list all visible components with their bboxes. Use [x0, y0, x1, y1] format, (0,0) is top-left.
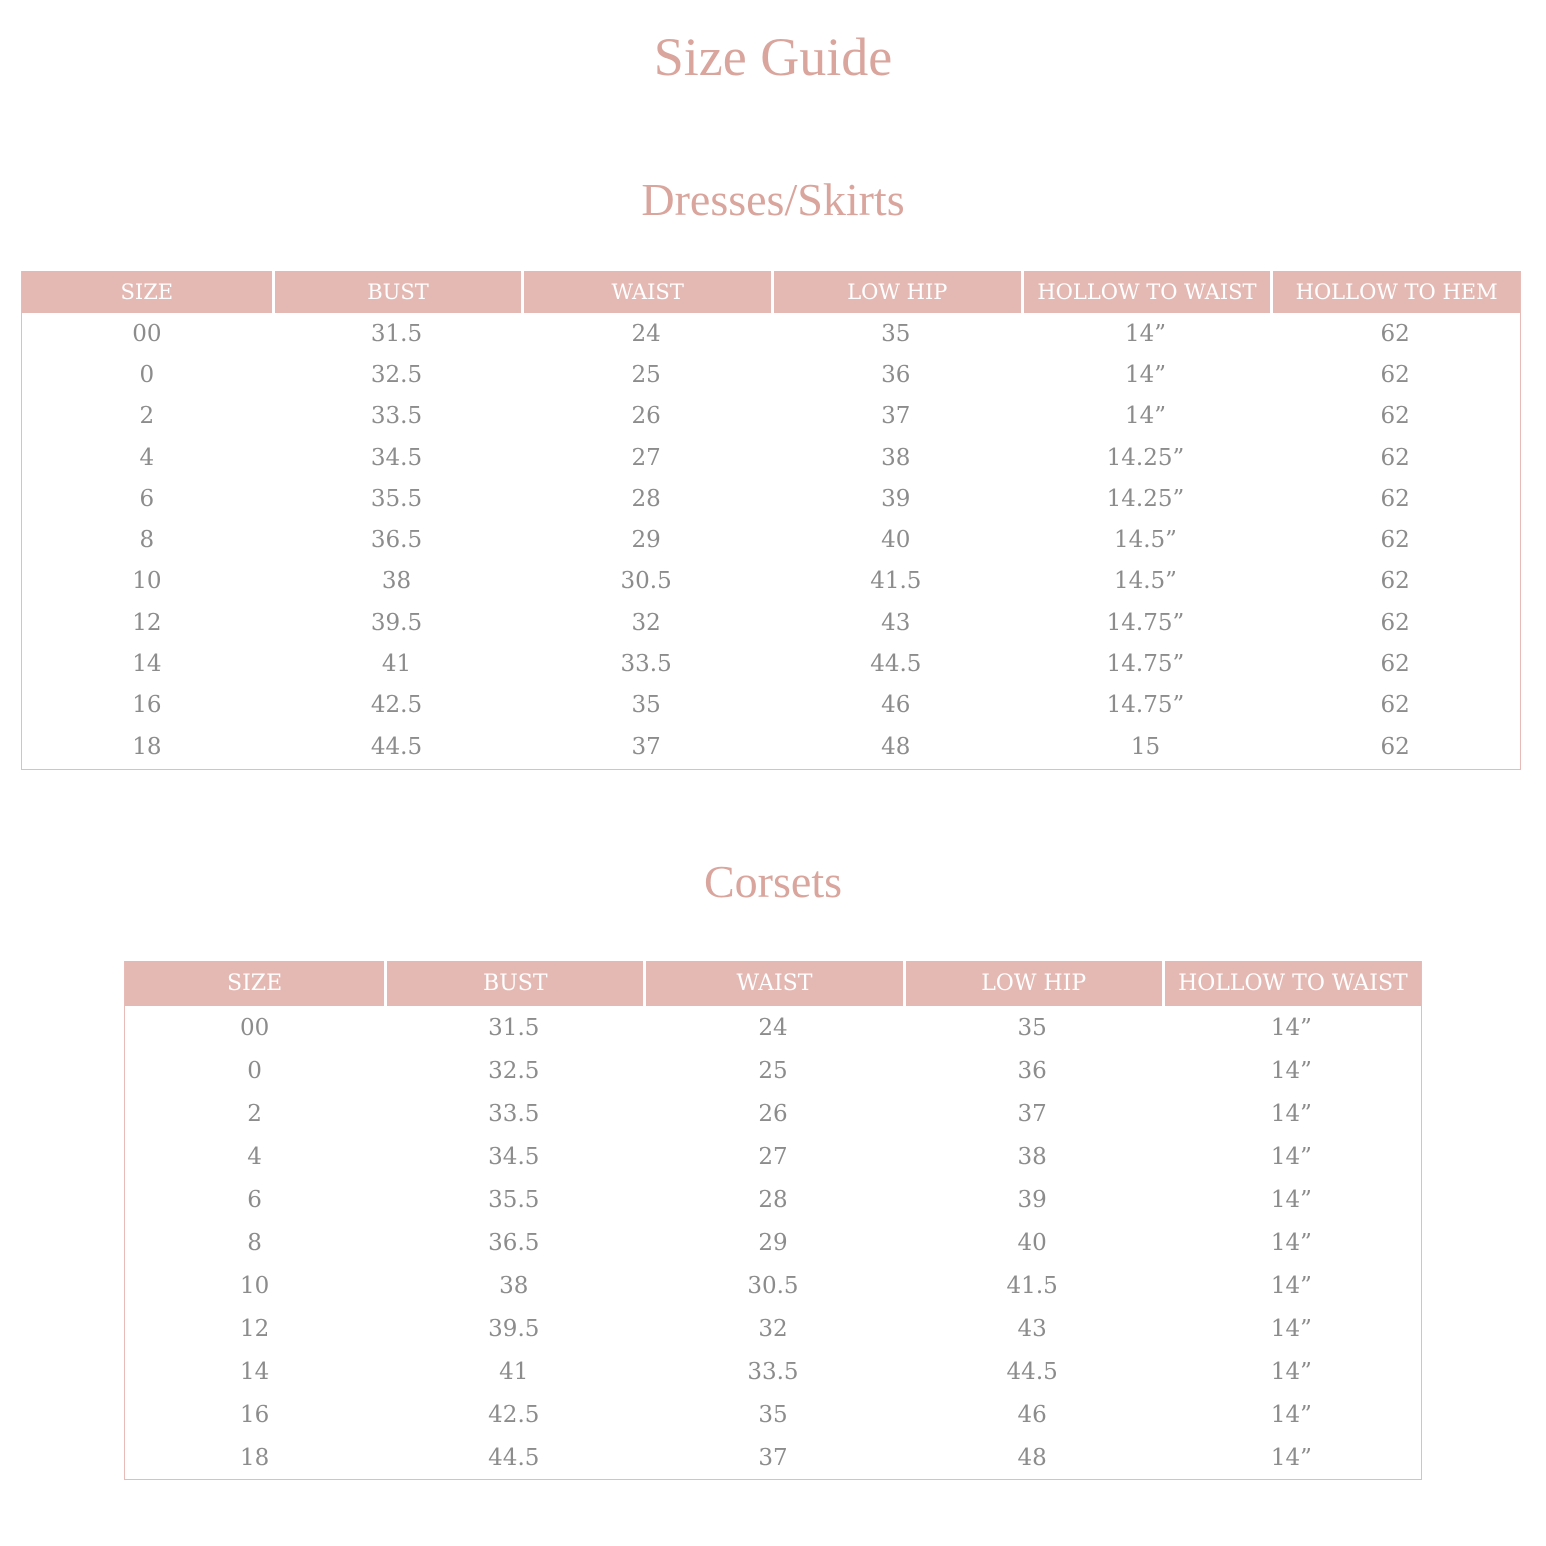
table-row: [125, 1307, 1421, 1350]
corsets-table: [124, 961, 1422, 1480]
table-cell: 62: [1380, 403, 1410, 430]
table-cell: 41.5: [870, 568, 922, 595]
table-cell: 12: [239, 1315, 270, 1342]
table-cell: 32.5: [370, 361, 423, 388]
table-cell: 37: [631, 733, 661, 760]
table-cell: 44.5: [1006, 1358, 1058, 1385]
table-cell: 8: [247, 1229, 262, 1256]
table-cell: 40: [881, 527, 911, 554]
column-header: HOLLOW TO WAIST: [1162, 961, 1421, 1006]
table-cell: 30.5: [620, 568, 672, 595]
table-cell: 39.5: [488, 1315, 540, 1342]
table-cell: 44.5: [488, 1444, 540, 1471]
table-row: [125, 1135, 1421, 1178]
table-cell: 10: [132, 568, 162, 595]
table-cell: 38: [381, 568, 412, 595]
table-cell: 6: [247, 1186, 262, 1213]
table-cell: 14”: [1270, 1444, 1312, 1471]
table-cell: 41: [381, 651, 412, 678]
table-cell: 31.5: [488, 1014, 540, 1041]
table-cell: 14”: [1124, 361, 1166, 388]
table-cell: 27: [631, 444, 661, 471]
table-row: [22, 396, 1520, 437]
table-cell: 24: [758, 1014, 788, 1041]
column-header: LOW HIP: [903, 961, 1162, 1006]
table-cell: 39: [1017, 1186, 1047, 1213]
table-cell: 12: [132, 609, 162, 636]
table-cell: 62: [1380, 527, 1410, 554]
table-cell: 33.5: [370, 403, 423, 430]
corsets-title: Corsets: [704, 856, 842, 907]
table-cell: 6: [139, 485, 155, 512]
table-cell: 28: [631, 485, 661, 512]
table-row: [125, 1092, 1421, 1135]
table-cell: 42.5: [488, 1401, 540, 1428]
table-row: [22, 478, 1520, 519]
table-cell: 00: [132, 320, 162, 347]
table-cell: 14.75”: [1106, 609, 1185, 636]
table-cell: 32: [758, 1315, 788, 1342]
table-cell: 43: [881, 609, 911, 636]
table-row: [125, 1264, 1421, 1307]
table-cell: 38: [1017, 1143, 1047, 1170]
table-cell: 14: [132, 651, 162, 678]
table-cell: 44.5: [870, 651, 922, 678]
table-cell: 48: [1017, 1444, 1047, 1471]
table-cell: 14: [239, 1358, 270, 1385]
table-row: [22, 354, 1520, 395]
table-cell: 62: [1380, 485, 1410, 512]
table-cell: 18: [132, 733, 162, 760]
table-cell: 36.5: [488, 1229, 540, 1256]
table-cell: 14.5”: [1113, 568, 1177, 595]
table-cell: 39.5: [370, 609, 423, 636]
table-cell: 27: [758, 1143, 788, 1170]
table-cell: 62: [1380, 568, 1410, 595]
table-cell: 48: [881, 733, 911, 760]
table-cell: 62: [1380, 692, 1410, 719]
table-cell: 14”: [1270, 1315, 1312, 1342]
table-cell: 34.5: [370, 444, 423, 471]
column-header: SIZE: [22, 271, 272, 313]
table-cell: 37: [881, 403, 911, 430]
table-cell: 35: [881, 320, 911, 347]
table-row: [125, 1049, 1421, 1092]
table-cell: 00: [239, 1014, 270, 1041]
table-cell: 26: [758, 1100, 788, 1127]
table-row: [125, 1006, 1421, 1049]
column-header: LOW HIP: [771, 271, 1021, 313]
table-cell: 16: [132, 692, 162, 719]
table-cell: 43: [1017, 1315, 1047, 1342]
table-cell: 14”: [1124, 320, 1166, 347]
table-row: [22, 726, 1520, 767]
table-cell: 0: [139, 361, 155, 388]
table-cell: 26: [631, 403, 661, 430]
table-cell: 62: [1380, 361, 1410, 388]
table-row: [22, 685, 1520, 726]
table-cell: 39: [881, 485, 911, 512]
table-cell: 2: [139, 403, 155, 430]
table-cell: 14.75”: [1106, 692, 1185, 719]
table-cell: 14”: [1270, 1401, 1312, 1428]
table-cell: 14”: [1270, 1014, 1312, 1041]
table-cell: 41: [499, 1358, 529, 1385]
table-header-row: [125, 961, 1421, 1006]
table-cell: 32: [631, 609, 661, 636]
table-cell: 16: [239, 1401, 270, 1428]
table-cell: 46: [881, 692, 911, 719]
table-cell: 62: [1380, 651, 1410, 678]
table-cell: 14.5”: [1113, 527, 1177, 554]
dresses-skirts-title: Dresses/Skirts: [641, 174, 905, 225]
table-row: [22, 519, 1520, 560]
table-cell: 36: [1017, 1057, 1047, 1084]
table-cell: 33.5: [488, 1100, 540, 1127]
column-header: HOLLOW TO HEM: [1270, 271, 1520, 313]
table-cell: 29: [758, 1229, 788, 1256]
table-cell: 33.5: [620, 651, 672, 678]
table-cell: 31.5: [370, 320, 423, 347]
table-cell: 35: [631, 692, 661, 719]
table-cell: 62: [1380, 609, 1410, 636]
table-cell: 4: [139, 444, 155, 471]
table-cell: 14.25”: [1106, 444, 1185, 471]
table-cell: 14.75”: [1106, 651, 1185, 678]
table-cell: 35.5: [370, 485, 423, 512]
column-header: BUST: [384, 961, 643, 1006]
table-cell: 4: [247, 1143, 262, 1170]
column-header: WAIST: [643, 961, 902, 1006]
table-header-row: [22, 271, 1520, 313]
table-cell: 62: [1380, 444, 1410, 471]
table-row: [22, 602, 1520, 643]
table-cell: 25: [631, 361, 661, 388]
table-cell: 35: [1017, 1014, 1047, 1041]
column-header: SIZE: [125, 961, 384, 1006]
table-cell: 14”: [1270, 1229, 1312, 1256]
dresses-skirts-table: [21, 271, 1521, 770]
table-cell: 0: [247, 1057, 262, 1084]
table-cell: 32.5: [488, 1057, 540, 1084]
table-cell: 14”: [1270, 1358, 1312, 1385]
table-cell: 30.5: [747, 1272, 799, 1299]
table-cell: 37: [1017, 1100, 1047, 1127]
page-title: Size Guide: [653, 27, 893, 87]
table-row: [22, 313, 1520, 354]
table-cell: 37: [758, 1444, 788, 1471]
table-cell: 28: [758, 1186, 788, 1213]
table-row: [22, 643, 1520, 684]
table-cell: 36.5: [370, 527, 423, 554]
table-cell: 24: [631, 320, 661, 347]
table-row: [125, 1436, 1421, 1479]
table-cell: 62: [1380, 320, 1410, 347]
table-row: [125, 1350, 1421, 1393]
table-cell: 8: [139, 527, 155, 554]
table-cell: 14.25”: [1106, 485, 1185, 512]
table-row: [125, 1178, 1421, 1221]
table-cell: 41.5: [1006, 1272, 1058, 1299]
table-cell: 14”: [1270, 1100, 1312, 1127]
column-header: WAIST: [521, 271, 771, 313]
table-cell: 18: [239, 1444, 270, 1471]
table-row: [22, 437, 1520, 478]
table-cell: 35.5: [488, 1186, 540, 1213]
table-cell: 36: [881, 361, 911, 388]
table-cell: 14”: [1124, 403, 1166, 430]
table-cell: 29: [631, 527, 661, 554]
table-cell: 14”: [1270, 1057, 1312, 1084]
table-cell: 14”: [1270, 1143, 1312, 1170]
table-cell: 38: [499, 1272, 529, 1299]
table-row: [125, 1221, 1421, 1264]
table-cell: 14”: [1270, 1272, 1312, 1299]
column-header: HOLLOW TO WAIST: [1021, 271, 1271, 313]
table-cell: 34.5: [488, 1143, 540, 1170]
table-row: [22, 561, 1520, 602]
table-cell: 2: [247, 1100, 262, 1127]
table-cell: 14”: [1270, 1186, 1312, 1213]
table-cell: 44.5: [370, 733, 423, 760]
table-cell: 46: [1017, 1401, 1047, 1428]
table-cell: 33.5: [747, 1358, 799, 1385]
table-cell: 62: [1380, 733, 1410, 760]
table-cell: 35: [758, 1401, 788, 1428]
column-header: BUST: [272, 271, 522, 313]
table-row: [125, 1393, 1421, 1436]
table-cell: 10: [239, 1272, 270, 1299]
table-cell: 42.5: [370, 692, 423, 719]
table-cell: 25: [758, 1057, 788, 1084]
table-cell: 15: [1130, 733, 1161, 760]
table-cell: 38: [881, 444, 911, 471]
table-cell: 40: [1017, 1229, 1047, 1256]
